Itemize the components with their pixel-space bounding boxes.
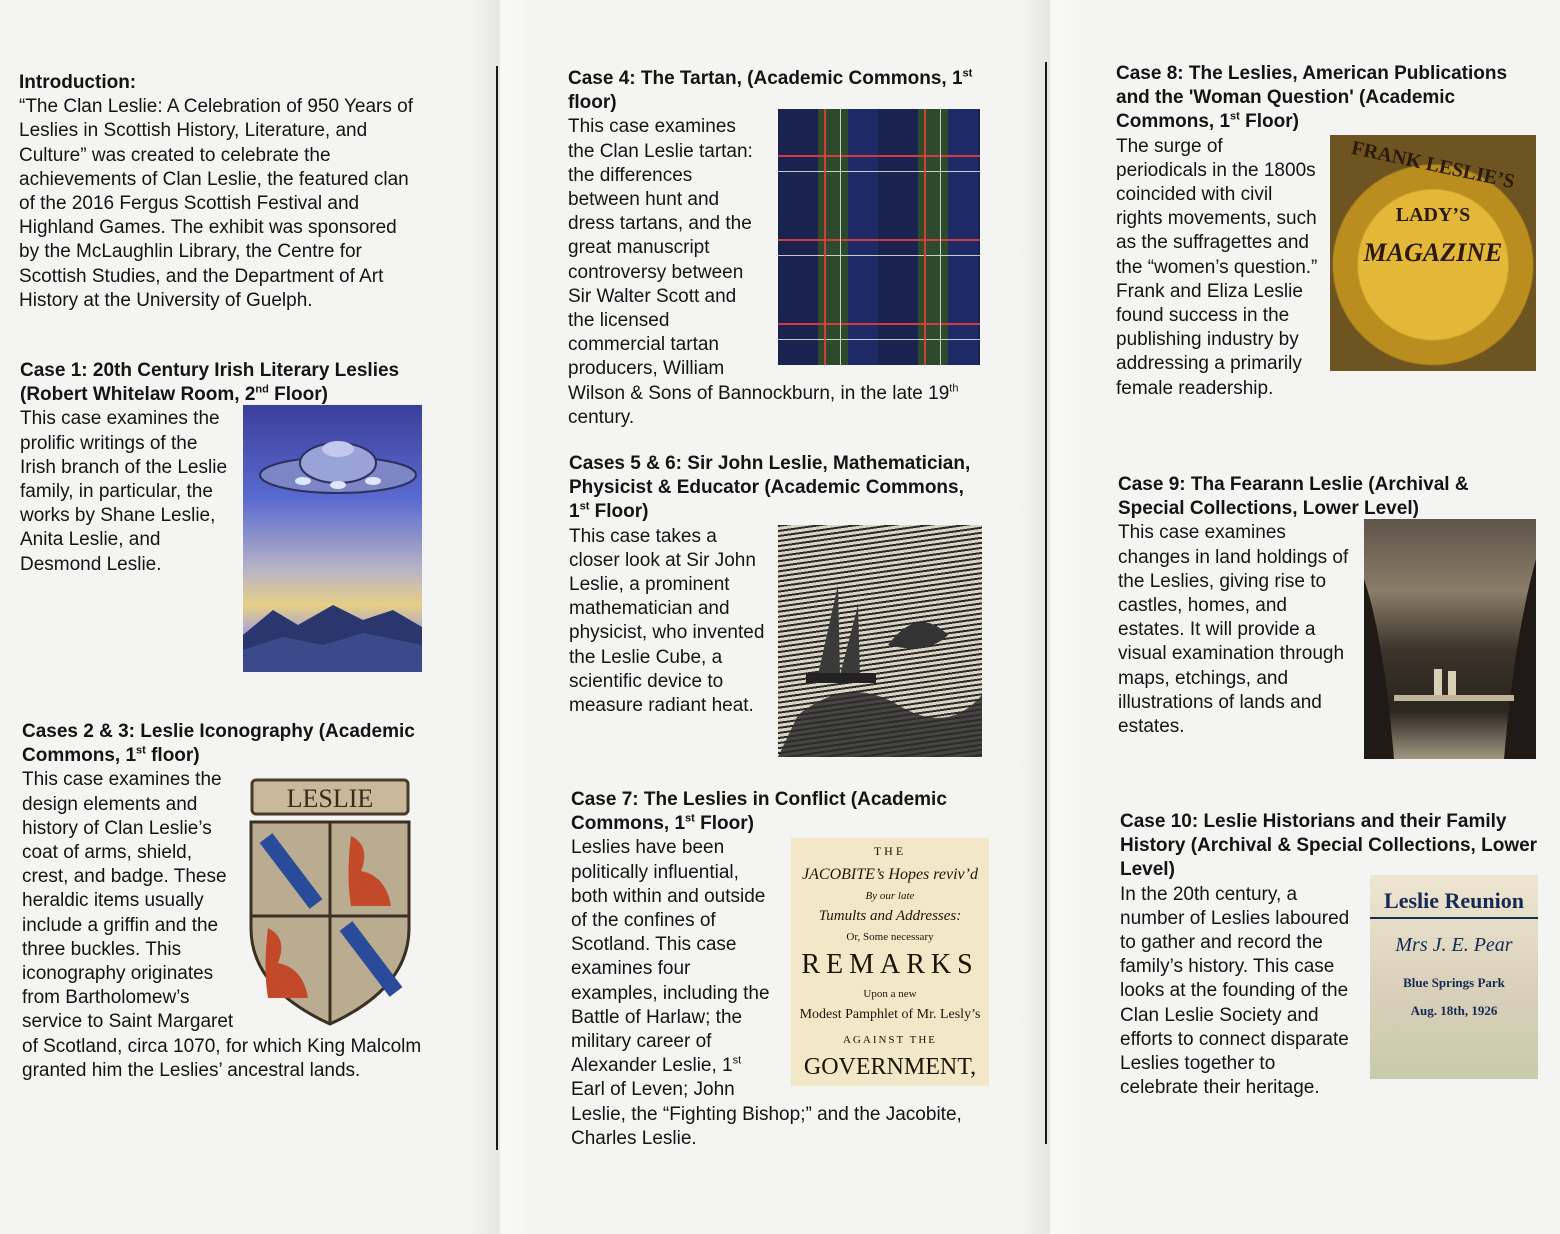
case-8-heading: Case 8: The Leslies, American Publications and the 'Woman Question' (Academic Commons, 1st Floor) [1116,63,1508,133]
case-10-section [1120,810,1538,1100]
pamphlet-line-10: GOVERNMENT, [803,1054,977,1081]
case-10-body: In the 20th century, a number of Leslies laboured to gather and record the family’s history. This case looks at the founding of the Clan Leslie Society and efforts to connect disparate Leslies together to celebrate their heritage. [1120,883,1350,1099]
case-8-body: The surge of periodicals in the 1800s coincided with civil rights movements, such as the suffragettes and the “women’s question.” Frank and Eliza Leslie found success in the publishing industry by addressing a primarily female readership. [1116,135,1318,399]
pamphlet-line-4: Tumults and Addresses: [818,908,962,925]
introduction-section [19,71,419,313]
jacobite-pamphlet-title-page [791,838,989,1086]
coat-of-arms-shield [246,778,416,1026]
leslie-tartan-swatch [778,109,980,365]
pamphlet-line-3: By our late [865,889,915,902]
pamphlet-line-1: THE [873,844,907,859]
case-1-section [20,359,422,672]
magazine-line-1: FRANK LESLIE’S [1349,136,1517,193]
reunion-line-3: Blue Springs Park [1403,975,1505,991]
introduction-heading: Introduction: [19,72,137,93]
pamphlet-line-8: Modest Pamphlet of Mr. Lesly’s [799,1007,981,1023]
magazine-line-2: LADY’S [1395,203,1471,226]
pamphlet-line-6: REMARKS [801,949,979,981]
case-7-heading: Case 7: The Leslies in Conflict (Academic Commons, 1st Floor) [571,789,947,835]
column-divider-left [496,66,498,1150]
case-1-heading: Case 1: 20th Century Irish Literary Leslies (Robert Whitelaw Room, 2nd Floor) [20,360,400,406]
case-7-body: Leslies have been politically influential, both within and outside of the confines of Scotland. This case examines four examples, including the Battle of Harlaw; the military career of Alexander Leslie, 1st Earl of Leven; John Leslie, the “Fighting Bishop;” and the Jacobite, Charles Leslie. [571,837,962,1149]
case-8-section [1116,62,1536,401]
ufo-illustration [243,405,422,672]
fold-crease-left [470,0,530,1234]
case-9-section [1118,473,1536,759]
column-divider-right [1045,62,1047,1144]
cases-5-6-heading: Cases 5 & 6: Sir John Leslie, Mathematician, Physicist & Educator (Academic Commons, 1st Floor) [569,453,971,523]
pamphlet-line-7: Upon a new [863,987,917,1000]
case-4-section [568,67,980,430]
shield-banner-text: LESLIE [286,784,374,814]
ladys-magazine-cover [1330,135,1536,371]
case-10-heading: Case 10: Leslie Historians and their Family History (Archival & Special Collections, Lower Level) [1120,811,1538,881]
reunion-line-4: Aug. 18th, 1926 [1410,1003,1498,1019]
ship-engraving-illustration [778,525,982,757]
case-4-heading: Case 4: The Tartan, (Academic Commons, 1st floor) [568,67,973,114]
reunion-line-1: Leslie Reunion [1370,889,1538,919]
case-4-body: This case examines the Clan Leslie tartan: the differences between hunt and dress tartans, and the great manuscript controversy between Sir Walter Scott and the licensed commercial tartan producers, William Wilson & Sons of Bannockburn, in the late 19th century. [568,116,959,428]
pamphlet-line-2: JACOBITE’s Hopes reviv’d [802,865,978,883]
case-1-body: This case examines the prolific writings of the Irish branch of the Leslie family, in particular, the works by Shane Leslie, Anita Leslie, and Desmond Leslie. [20,408,228,575]
reunion-line-2: Mrs J. E. Pear [1395,933,1513,956]
case-9-heading: Case 9: Tha Fearann Leslie (Archival & Special Collections, Lower Level) [1118,474,1469,520]
pamphlet-line-5: Or, Some necessary [846,931,934,944]
introduction-body: “The Clan Leslie: A Celebration of 950 Years of Leslies in Scottish History, Literature, and Culture” was created to celebrate the achievements of Clan Leslie, the featured clan of the 2016 Fergus Scottish Festival and Highland Games. The exhibit was sponsored by the McLaughlin Library, the Centre for Scottish Studies, and the Department of Art History at the University of Guelph. [19,96,413,311]
case-9-body: This case examines changes in land holdings of the Leslies, giving rise to castles, homes, and estates. It will provide a visual examination through maps, etchings, and illustrations of lands and estates. [1118,522,1349,738]
forest-estate-etching [1364,519,1536,759]
cases-5-6-body: This case takes a closer look at Sir John Leslie, a prominent mathematician and physicist, who invented the Leslie Cube, a scientific device to measure radiant heat. [569,525,765,717]
cases-2-3-heading: Cases 2 & 3: Leslie Iconography (Academic Commons, 1st floor) [22,721,415,767]
case-7-section [571,788,989,1151]
pamphlet-line-9: AGAINST THE [842,1033,937,1046]
cases-5-6-section [569,452,982,757]
fold-crease-right [1020,0,1080,1234]
cases-2-3-body: This case examines the design elements and history of Clan Leslie’s coat of arms, shield, crest, and badge. These heraldic items usually include a griffin and the three buckles. This iconography originates from Bartholomew’s service to Saint Margaret of Scotland, circa 1070, for which King Malcolm granted him the Leslies’ ancestral lands. [22,769,422,1081]
magazine-line-3: MAGAZINE [1363,238,1503,268]
cases-2-3-section [22,720,424,1083]
leslie-reunion-badge [1370,875,1538,1079]
